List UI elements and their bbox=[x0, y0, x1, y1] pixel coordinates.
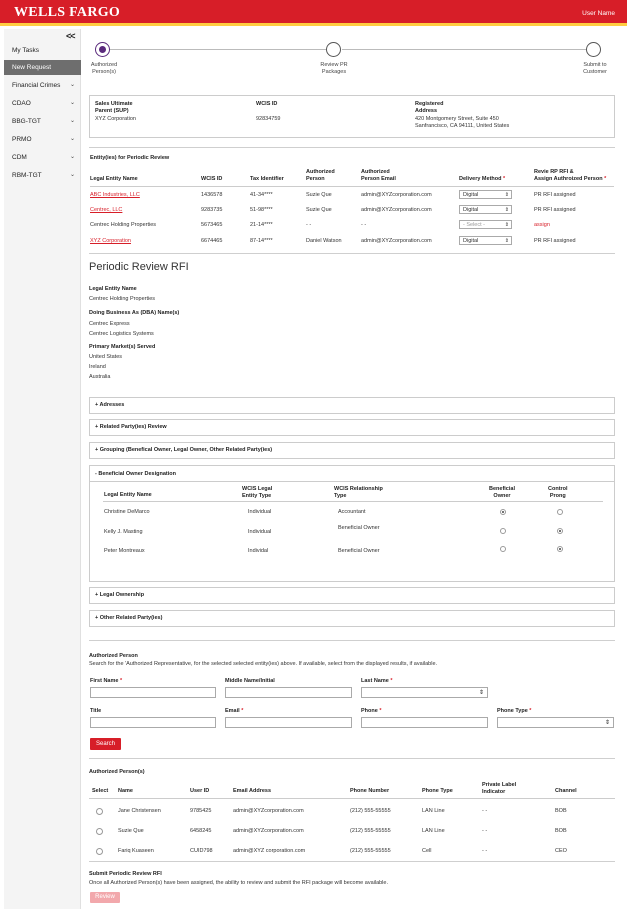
email-label: Email * bbox=[225, 708, 244, 714]
person-phone-type: LAN Line bbox=[422, 808, 445, 814]
dba-value: Centrec Express bbox=[89, 321, 130, 327]
sidebar-item-label: CDM bbox=[12, 154, 27, 161]
entity-status: PR RFI assigned bbox=[534, 207, 576, 213]
accordion-addresses[interactable]: + Adresses bbox=[89, 397, 615, 414]
sup-value: XYZ Corporation bbox=[95, 116, 136, 122]
accordion-other-related-parties[interactable]: + Other Related Party(ies) bbox=[89, 610, 615, 627]
entity-auth-person: Suzie Que bbox=[306, 192, 332, 198]
person-phone: (212) 555-55555 bbox=[350, 808, 391, 814]
market-value: Australia bbox=[89, 374, 111, 380]
beneficial-owner-radio[interactable] bbox=[500, 546, 506, 552]
col-header: Authorized Person Email bbox=[361, 169, 396, 182]
last-name-select[interactable] bbox=[361, 687, 488, 698]
owner-name: Peter Montreaux bbox=[104, 548, 145, 554]
person-email: admin@XYZcorporation.com bbox=[233, 808, 304, 814]
select-person-radio[interactable] bbox=[96, 848, 103, 855]
phone-input[interactable] bbox=[361, 717, 488, 728]
entity-wcis: 5673465 bbox=[201, 222, 223, 228]
divider bbox=[89, 758, 615, 759]
accordion-related-parties[interactable]: + Related Party(ies) Review bbox=[89, 419, 615, 436]
person-private-label: - - bbox=[482, 808, 488, 814]
step-review-pr-packages[interactable] bbox=[326, 42, 341, 57]
col-header: WCIS ID bbox=[201, 176, 223, 182]
col-header: Delivery Method * bbox=[459, 176, 506, 182]
assign-link[interactable]: assign bbox=[534, 222, 550, 228]
person-channel: BOB bbox=[555, 828, 567, 834]
accordion-beneficial-owner bbox=[89, 465, 615, 582]
registered-address-label: Registered Address bbox=[415, 101, 444, 114]
chevron-down-icon: ⌄ bbox=[69, 100, 75, 106]
col-header: Name bbox=[118, 788, 133, 794]
accordion-beneficial-owner-toggle[interactable]: - Beneficial Owner Designation bbox=[95, 471, 176, 477]
col-header: Legal Entity Name bbox=[104, 492, 152, 498]
step-label: Authorized Person(s) bbox=[90, 62, 118, 75]
entity-wcis: 1436578 bbox=[201, 192, 223, 198]
phone-type-select[interactable] bbox=[497, 717, 614, 728]
accordion-grouping[interactable]: + Grouping (Benefical Owner, Legal Owner, Other Related Party(ies) bbox=[89, 442, 615, 459]
control-prong-radio[interactable] bbox=[557, 509, 563, 515]
col-header: Email Address bbox=[233, 788, 272, 794]
entity-wcis: 6674465 bbox=[201, 238, 223, 244]
select-arrows-icon: ⇕ bbox=[504, 192, 509, 198]
search-button[interactable]: Search bbox=[90, 738, 121, 750]
person-channel: BOB bbox=[555, 808, 567, 814]
owner-name: Kelly J. Masting bbox=[104, 529, 143, 535]
entity-auth-email: admin@XYZcorporation.com bbox=[361, 207, 432, 213]
divider bbox=[89, 640, 615, 641]
owner-relationship: Beneficial Owner bbox=[338, 525, 380, 531]
sidebar-item-label: CDAO bbox=[12, 100, 31, 107]
owner-type: Individual bbox=[248, 509, 272, 515]
col-header: Tax Identifier bbox=[250, 176, 284, 182]
col-header: Private Label Indicator bbox=[482, 782, 517, 795]
delivery-method-select[interactable]: Digital ⇕ bbox=[459, 205, 512, 214]
sidebar-item-label: BBG-TGT bbox=[12, 118, 41, 125]
collapse-sidebar-icon[interactable]: << bbox=[66, 31, 75, 41]
entity-tax: 21-14**** bbox=[250, 222, 273, 228]
dba-label: Doing Business As (DBA) Name(s) bbox=[89, 310, 180, 316]
entity-wcis: 9283735 bbox=[201, 207, 223, 213]
person-private-label: - - bbox=[482, 848, 488, 854]
person-private-label: - - bbox=[482, 828, 488, 834]
select-person-radio[interactable] bbox=[96, 808, 103, 815]
divider bbox=[90, 186, 614, 187]
person-name: Suzie Que bbox=[118, 828, 144, 834]
sidebar-item-new-request[interactable] bbox=[4, 60, 81, 75]
entity-link-xyz-corporation[interactable]: XYZ Corporation bbox=[90, 238, 131, 244]
col-header: WCIS Legal Entity Type bbox=[242, 486, 273, 499]
col-header: Phone Type bbox=[422, 788, 453, 794]
divider bbox=[89, 798, 615, 799]
user-name-menu[interactable]: User Name bbox=[582, 10, 615, 17]
email-field[interactable] bbox=[225, 717, 352, 728]
step-authorized-persons[interactable] bbox=[95, 42, 110, 57]
markets-label: Primary Market(s) Served bbox=[89, 344, 156, 350]
wells-fargo-logo[interactable]: WELLS FARGO bbox=[14, 5, 121, 20]
sidebar-item-bbg-tgt[interactable] bbox=[4, 114, 81, 129]
chevron-down-icon: ⌄ bbox=[69, 136, 75, 142]
sidebar-item-rbm-tgt[interactable] bbox=[4, 168, 81, 183]
authorized-person-title: Authorized Person bbox=[89, 653, 138, 659]
divider bbox=[103, 501, 603, 502]
accordion-legal-ownership[interactable]: + Legal Ownership bbox=[89, 587, 615, 604]
sidebar bbox=[4, 29, 81, 909]
col-header: Legal Entity Name bbox=[90, 176, 138, 182]
market-value: United States bbox=[89, 354, 123, 360]
registered-address-value: 420 Montgomery Street, Suite 450 Sanfrancisco, CA 94111, United States bbox=[415, 116, 510, 129]
col-header: Channel bbox=[555, 788, 577, 794]
person-email: admin@XYZ corporation.com bbox=[233, 848, 306, 854]
review-button[interactable]: Review bbox=[90, 892, 120, 903]
beneficial-owner-radio[interactable] bbox=[500, 528, 506, 534]
entity-auth-person: Suzie Que bbox=[306, 207, 332, 213]
sidebar-item-label: My Tasks bbox=[12, 47, 39, 54]
owner-type: Individal bbox=[248, 548, 269, 554]
stepper-line bbox=[342, 49, 586, 50]
entity-tax: 41-34**** bbox=[250, 192, 273, 198]
middle-name-label: Middle Name/Initial bbox=[225, 678, 275, 684]
sup-label: Sales Ultimate Parent (SUP) bbox=[95, 101, 133, 114]
authorized-persons-title: Authorized Person(s) bbox=[89, 769, 145, 775]
chevron-down-icon: ⌄ bbox=[69, 118, 75, 124]
wcis-id-label: WCIS ID bbox=[256, 101, 278, 107]
sidebar-item-prmo[interactable] bbox=[4, 132, 81, 147]
col-header: Revie RP RFI & Assign Authroized Person * bbox=[534, 169, 607, 182]
owner-type: Individual bbox=[248, 529, 272, 535]
entity-name: Centrec Holding Properties bbox=[90, 222, 157, 228]
entity-link-abc-industries[interactable]: ABC Industries, LLC bbox=[90, 192, 140, 198]
owner-name: Christine DeMarco bbox=[104, 509, 150, 515]
sidebar-item-my-tasks[interactable] bbox=[4, 43, 81, 58]
person-user-id: 6458245 bbox=[190, 828, 212, 834]
person-phone-type: LAN Line bbox=[422, 828, 445, 834]
wcis-id-value: 92834759 bbox=[256, 116, 281, 122]
stepper-line bbox=[110, 49, 326, 50]
sidebar-item-label: RBM-TGT bbox=[12, 172, 42, 179]
delivery-method-select[interactable]: Digital ⇕ bbox=[459, 190, 512, 199]
select-arrows-icon: ⇕ bbox=[504, 238, 509, 244]
col-header: Control Prong bbox=[548, 486, 568, 499]
person-phone: (212) 555-55555 bbox=[350, 848, 391, 854]
phone-label: Phone * bbox=[361, 708, 382, 714]
person-user-id: CUID798 bbox=[190, 848, 213, 854]
person-user-id: 9785425 bbox=[190, 808, 212, 814]
market-value: Ireland bbox=[89, 364, 106, 370]
step-label: Review PR Packages bbox=[320, 62, 348, 75]
col-header: Beneficial Owner bbox=[489, 486, 515, 499]
sidebar-item-label: Financial Crimes bbox=[12, 82, 61, 89]
entity-auth-email: admin@XYZcorporation.com bbox=[361, 192, 432, 198]
entity-tax: 51-98**** bbox=[250, 207, 273, 213]
submit-title: Submit Periodic Review RFI bbox=[89, 871, 162, 877]
owner-relationship: Beneficial Owner bbox=[338, 548, 380, 554]
owner-relationship: Accountant bbox=[338, 509, 366, 515]
select-arrows-icon: ⇕ bbox=[504, 207, 509, 213]
entity-auth-person: Daniel Watson bbox=[306, 238, 342, 244]
chevron-down-icon: ⌄ bbox=[69, 172, 75, 178]
phone-type-label: Phone Type * bbox=[497, 708, 532, 714]
divider bbox=[89, 147, 615, 148]
person-name: Fariq Kuaseen bbox=[118, 848, 154, 854]
authorized-person-description: Search for the 'Authorized Representative, for the selected selected entity(ies) above. If available, select from the displayed results, if available. bbox=[89, 661, 438, 667]
submit-description: Once all Authorized Person(s) have been assigned, the ability to review and submit the RFI package will become available. bbox=[89, 880, 388, 886]
person-name: Jane Christensen bbox=[118, 808, 161, 814]
delivery-method-select[interactable]: Digital ⇕ bbox=[459, 236, 512, 245]
person-phone-type: Cell bbox=[422, 848, 432, 854]
last-name-label: Last Name * bbox=[361, 678, 393, 684]
person-email: admin@XYZcorporation.com bbox=[233, 828, 304, 834]
sidebar-item-cdm[interactable] bbox=[4, 150, 81, 165]
entity-link-centrec[interactable]: Centrec, LLC bbox=[90, 207, 123, 213]
chevron-down-icon: ⌄ bbox=[69, 82, 75, 88]
chevron-down-icon: ⌄ bbox=[69, 154, 75, 160]
select-person-radio[interactable] bbox=[96, 828, 103, 835]
sidebar-item-label: New Request bbox=[12, 64, 52, 71]
control-prong-radio[interactable] bbox=[557, 546, 563, 552]
select-arrows-icon: ⇕ bbox=[478, 690, 484, 696]
col-header: Phone Number bbox=[350, 788, 390, 794]
legal-entity-name-label: Legal Entity Name bbox=[89, 286, 137, 292]
col-header: WCIS Relationship Type bbox=[334, 486, 383, 499]
select-arrows-icon: ⇕ bbox=[504, 222, 509, 228]
step-label: Submit to Customer bbox=[583, 62, 607, 75]
sidebar-item-cdao[interactable] bbox=[4, 96, 81, 111]
entity-status: PR RFI assigned bbox=[534, 238, 576, 244]
sidebar-item-label: PRMO bbox=[12, 136, 32, 143]
entity-tax: 87-14**** bbox=[250, 238, 273, 244]
sup-summary-box bbox=[89, 95, 615, 138]
title-label: Title bbox=[90, 708, 102, 714]
entity-auth-email: admin@XYZcorporation.com bbox=[361, 238, 432, 244]
entity-auth-email: - - bbox=[361, 222, 367, 228]
control-prong-radio[interactable] bbox=[557, 528, 563, 534]
legal-entity-name-value: Centrec Holding Properties bbox=[89, 296, 156, 302]
middle-name-input[interactable] bbox=[225, 687, 352, 698]
entity-status: PR RFI assigned bbox=[534, 192, 576, 198]
entities-section-title: Entity(ies) for Periodic Review bbox=[90, 155, 170, 161]
delivery-method-select[interactable]: - Select - ⇕ bbox=[459, 220, 512, 229]
top-bar bbox=[0, 0, 627, 26]
col-header: User ID bbox=[190, 788, 210, 794]
divider bbox=[90, 481, 614, 482]
first-name-label: First Name * bbox=[90, 678, 123, 684]
sidebar-item-financial-crimes[interactable] bbox=[4, 78, 81, 93]
select-arrows-icon: ⇕ bbox=[604, 720, 610, 726]
beneficial-owner-radio[interactable] bbox=[500, 509, 506, 515]
entity-auth-person: - - bbox=[306, 222, 312, 228]
first-name-input[interactable] bbox=[90, 687, 216, 698]
person-channel: CEO bbox=[555, 848, 567, 854]
step-submit-to-customer[interactable] bbox=[586, 42, 601, 57]
divider bbox=[89, 253, 615, 254]
person-phone: (212) 555-55555 bbox=[350, 828, 391, 834]
col-header: Authorized Person bbox=[306, 169, 335, 182]
divider bbox=[89, 861, 615, 862]
dba-value: Centrec Logistics Systems bbox=[89, 331, 154, 337]
page-title: Periodic Review RFI bbox=[89, 261, 189, 273]
title-input[interactable] bbox=[90, 717, 216, 728]
col-header: Select bbox=[92, 788, 109, 794]
